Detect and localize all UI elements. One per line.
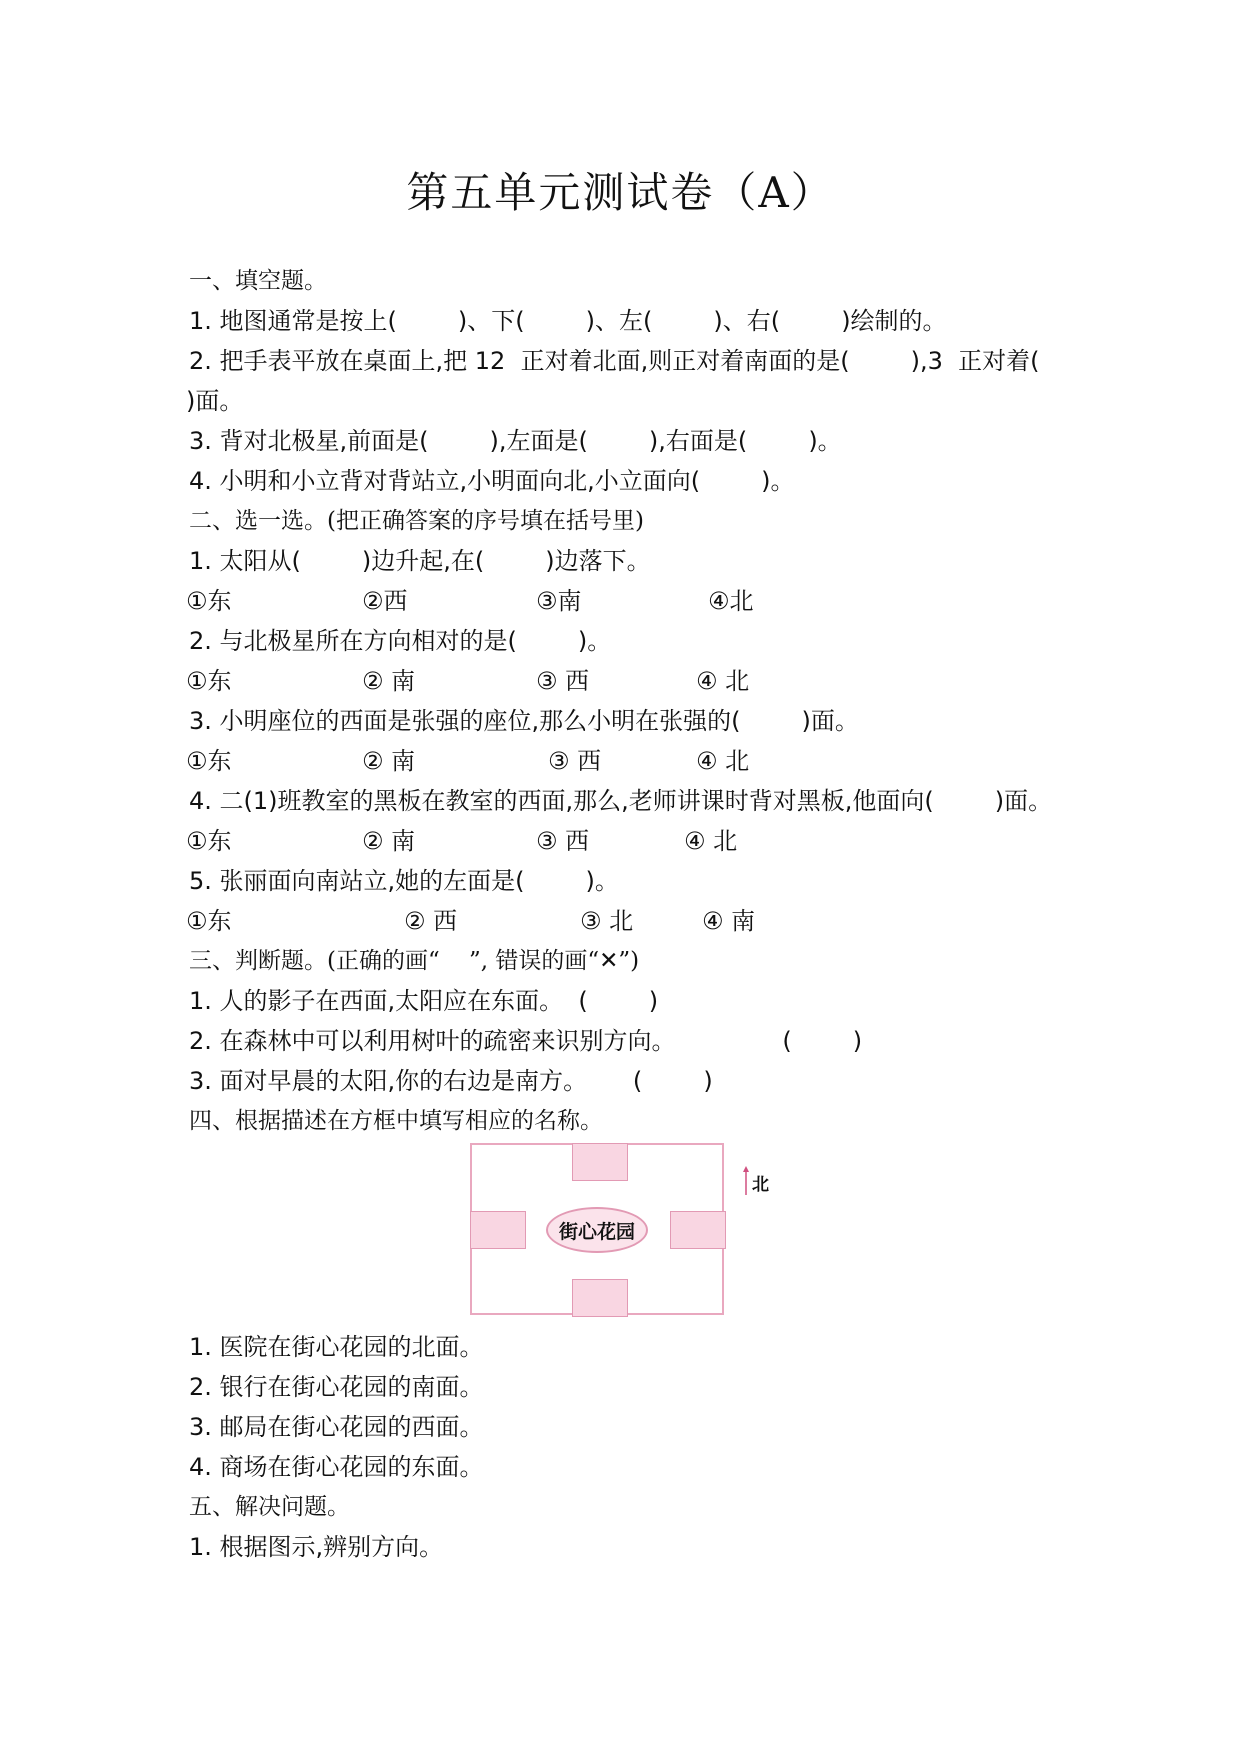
solve-question-1: 1. 根据图示,辨别方向。: [189, 1533, 444, 1561]
judge-question-2: 2. 在森林中可以利用树叶的疏密来识别方向。 ( ): [189, 1027, 863, 1055]
choice-1-option-4: ④北: [708, 587, 754, 615]
map-item-2: 2. 银行在街心花园的南面。: [189, 1373, 484, 1401]
map-item-1: 1. 医院在街心花园的北面。: [189, 1333, 484, 1361]
choice-3-option-2: ② 南: [362, 747, 416, 775]
choice-1-option-3: ③南: [536, 587, 582, 615]
north-building-box: [572, 1143, 628, 1181]
choice-1-option-1: ①东: [186, 587, 232, 615]
choice-question-5: 5. 张丽面向南站立,她的左面是( )。: [189, 867, 619, 895]
street-garden-label: 街心花园: [558, 1220, 635, 1243]
choice-5-option-3: ③ 北: [580, 907, 634, 935]
fill-question-2b: )面。: [186, 387, 244, 415]
section-1-heading: 一、填空题。: [189, 268, 327, 294]
choice-2-option-4: ④ 北: [696, 667, 750, 695]
choice-2-option-2: ② 南: [362, 667, 416, 695]
east-building-box: [670, 1211, 726, 1249]
section-5-heading: 五、解决问题。: [189, 1494, 350, 1520]
judge-question-3: 3. 面对早晨的太阳,你的右边是南方。 ( ): [189, 1067, 713, 1095]
map-diagram: [470, 1143, 724, 1315]
fill-question-1: 1. 地图通常是按上( )、下( )、左( )、右( )绘制的。: [189, 307, 947, 335]
choice-3-option-3: ③ 西: [548, 747, 602, 775]
choice-4-option-4: ④ 北: [684, 827, 738, 855]
west-building-box: [470, 1211, 526, 1249]
fill-question-2a: 2. 把手表平放在桌面上,把 12 正对着北面,则正对着南面的是( ),3 正对着(: [189, 347, 1040, 375]
choice-4-option-1: ①东: [186, 827, 232, 855]
choice-5-option-2: ② 西: [404, 907, 458, 935]
map-item-3: 3. 邮局在街心花园的西面。: [189, 1413, 484, 1441]
section-4-heading: 四、根据描述在方框中填写相应的名称。: [189, 1108, 603, 1134]
choice-2-option-1: ①东: [186, 667, 232, 695]
choice-2-option-3: ③ 西: [536, 667, 590, 695]
choice-4-option-3: ③ 西: [536, 827, 590, 855]
north-label: 北: [752, 1175, 769, 1195]
section-3-heading: 三、判断题。(正确的画“ ”, 错误的画“✕”): [189, 948, 640, 974]
choice-question-4: 4. 二(1)班教室的黑板在教室的西面,那么,老师讲课时背对黑板,他面向( )面。: [189, 787, 1053, 815]
fill-question-4: 4. 小明和小立背对背站立,小明面向北,小立面向( )。: [189, 467, 795, 495]
choice-3-option-4: ④ 北: [696, 747, 750, 775]
choice-question-2: 2. 与北极星所在方向相对的是( )。: [189, 627, 612, 655]
choice-3-option-1: ①东: [186, 747, 232, 775]
south-building-box: [572, 1279, 628, 1317]
fill-question-3: 3. 背对北极星,前面是( ),左面是( ),右面是( )。: [189, 427, 842, 455]
choice-1-option-2: ②西: [362, 587, 408, 615]
choice-5-option-1: ①东: [186, 907, 232, 935]
choice-question-3: 3. 小明座位的西面是张强的座位,那么小明在张强的( )面。: [189, 707, 859, 735]
choice-5-option-4: ④ 南: [702, 907, 756, 935]
map-item-4: 4. 商场在街心花园的东面。: [189, 1453, 484, 1481]
choice-question-1: 1. 太阳从( )边升起,在( )边落下。: [189, 547, 651, 575]
judge-question-1: 1. 人的影子在西面,太阳应在东面。 ( ): [189, 987, 659, 1015]
street-garden-oval: [546, 1207, 648, 1253]
page-title: 第五单元测试卷（A）: [406, 168, 835, 217]
section-2-heading: 二、选一选。(把正确答案的序号填在括号里): [189, 508, 644, 534]
choice-4-option-2: ② 南: [362, 827, 416, 855]
